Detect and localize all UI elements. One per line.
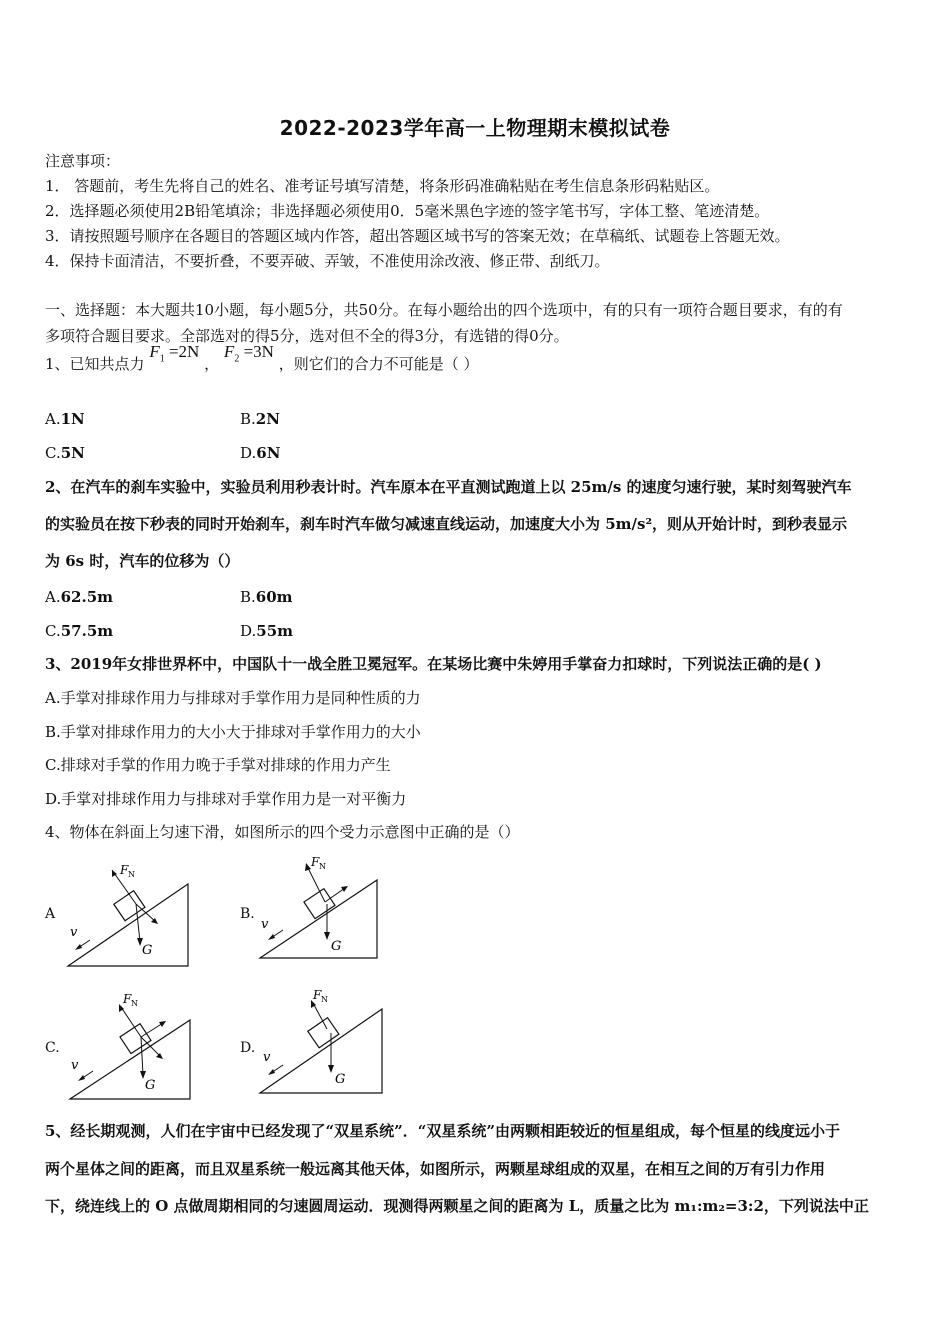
g-label: G bbox=[142, 943, 153, 958]
q2-option-d[interactable]: D.55m bbox=[240, 622, 294, 640]
q2-option-a[interactable]: A.62.5m bbox=[45, 588, 114, 606]
q1-option-a[interactable]: A.1N bbox=[45, 410, 85, 428]
q4-figure-b-label[interactable]: B. bbox=[240, 906, 255, 922]
notice-item: 1． 答题前，考生先将自己的姓名、准考证号填写清楚，将条形码准确粘贴在考生信息条形码粘贴区。 bbox=[45, 177, 720, 195]
v-label: v bbox=[261, 917, 269, 932]
question-5-stem-line: 5、经长期观测，人们在宇宙中已经发现了“双星系统”．“双星系统”由两颗相距较近的恒星组成，每个恒星的线度远小于 bbox=[45, 1122, 840, 1140]
q4-figure-c-diagram bbox=[65, 985, 205, 1105]
q1-force-2: $F_2 =3N$ bbox=[223, 342, 274, 365]
q3-option-c[interactable]: C.排球对手掌的作用力晚于手掌对排球的作用力产生 bbox=[45, 756, 391, 774]
notice-heading: 注意事项： bbox=[45, 152, 121, 170]
g-label: G bbox=[335, 1072, 346, 1087]
q3-option-d[interactable]: D.手掌对排球作用力与排球对手掌作用力是一对平衡力 bbox=[45, 790, 407, 808]
fn-subscript: N bbox=[128, 870, 135, 879]
q1-option-d[interactable]: D.6N bbox=[240, 444, 281, 462]
fn-label: F bbox=[313, 988, 322, 1002]
fn-subscript: N bbox=[131, 999, 138, 1008]
question-3-stem: 3、2019年女排世界杯中，中国队十一战全胜卫冕冠军。在某场比赛中朱婷用手掌奋力扣球时，下列说法正确的是( ) bbox=[45, 655, 822, 673]
q4-figure-c-label[interactable]: C. bbox=[45, 1040, 60, 1056]
q4-figure-a-diagram bbox=[60, 852, 200, 972]
fn-label: F bbox=[123, 992, 132, 1006]
q4-figure-b-diagram bbox=[255, 852, 395, 972]
q2-option-b[interactable]: B.60m bbox=[240, 588, 293, 606]
notice-item: 2．选择题必须使用2B铅笔填涂；非选择题必须使用0．5毫米黑色字迹的签字笔书写，字体工整、笔迹清楚。 bbox=[45, 202, 770, 220]
question-1-stem bbox=[45, 342, 479, 377]
question-2-stem-line: 的实验员在按下秒表的同时开始刹车，刹车时汽车做匀减速直线运动，加速度大小为 5m/s²，则从开始计时，到秒表显示 bbox=[45, 515, 848, 533]
q3-option-b[interactable]: B.手掌对排球作用力的大小大于排球对手掌作用力的大小 bbox=[45, 723, 421, 741]
fn-subscript: N bbox=[321, 995, 328, 1004]
notice-item: 3．请按照题号顺序在各题目的答题区域内作答，超出答题区域书写的答案无效；在草稿纸、试题卷上答题无效。 bbox=[45, 227, 790, 245]
fn-label: F bbox=[311, 855, 320, 869]
question-4-stem: 4、物体在斜面上匀速下滑，如图所示的四个受力示意图中正确的是（） bbox=[45, 823, 520, 841]
question-2-stem-line: 为 6s 时，汽车的位移为（） bbox=[45, 552, 240, 570]
q1-force-1: $F_1 =2N$ bbox=[149, 342, 200, 365]
v-label: v bbox=[70, 925, 78, 940]
q2-option-c[interactable]: C.57.5m bbox=[45, 622, 114, 640]
q1-prefix: 1、已知共点力 bbox=[45, 355, 145, 373]
question-2-stem-line: 2、在汽车的刹车实验中，实验员利用秒表计时。汽车原本在平直测试跑道上以 25m/s 的速度匀速行驶，某时刻驾驶汽车 bbox=[45, 478, 852, 496]
fn-label: F bbox=[120, 863, 129, 877]
q1-suffix: ，则它们的合力不可能是（ ） bbox=[278, 355, 479, 373]
section-instructions-line: 多项符合题目要求。全部选对的得5分，选对但不全的得3分，有选错的得0分。 bbox=[45, 327, 569, 345]
question-5-stem-line: 两个星体之间的距离，而且双星系统一般远离其他天体，如图所示，两颗星球组成的双星，在相互之间的万有引力作用 bbox=[45, 1160, 826, 1178]
question-5-stem-line: 下，绕连线上的 O 点做周期相同的匀速圆周运动．现测得两颗星之间的距离为 L，质量之比为 m₁:m₂=3:2，下列说法中正 bbox=[45, 1197, 869, 1215]
q4-figure-a-label[interactable]: A bbox=[45, 906, 56, 922]
fn-subscript: N bbox=[319, 862, 326, 871]
q1-separator: ， bbox=[204, 355, 220, 373]
q4-figure-d-diagram bbox=[255, 985, 395, 1105]
v-label: v bbox=[263, 1050, 271, 1065]
q4-figure-d-label[interactable]: D. bbox=[240, 1040, 256, 1056]
v-label: v bbox=[71, 1058, 79, 1073]
q1-option-c[interactable]: C.5N bbox=[45, 444, 85, 462]
q1-option-b[interactable]: B.2N bbox=[240, 410, 280, 428]
q3-option-a[interactable]: A.手掌对排球作用力与排球对手掌作用力是同种性质的力 bbox=[45, 689, 421, 707]
g-label: G bbox=[145, 1078, 156, 1093]
section-instructions-line: 一、选择题：本大题共10小题，每小题5分，共50分。在每小题给出的四个选项中，有的只有一项符合题目要求，有的有 bbox=[45, 301, 843, 319]
page-title: 2022-2023学年高一上物理期末模拟试卷 bbox=[279, 116, 671, 140]
notice-item: 4．保持卡面清洁，不要折叠，不要弄破、弄皱，不准使用涂改液、修正带、刮纸刀。 bbox=[45, 252, 610, 270]
g-label: G bbox=[331, 939, 342, 954]
